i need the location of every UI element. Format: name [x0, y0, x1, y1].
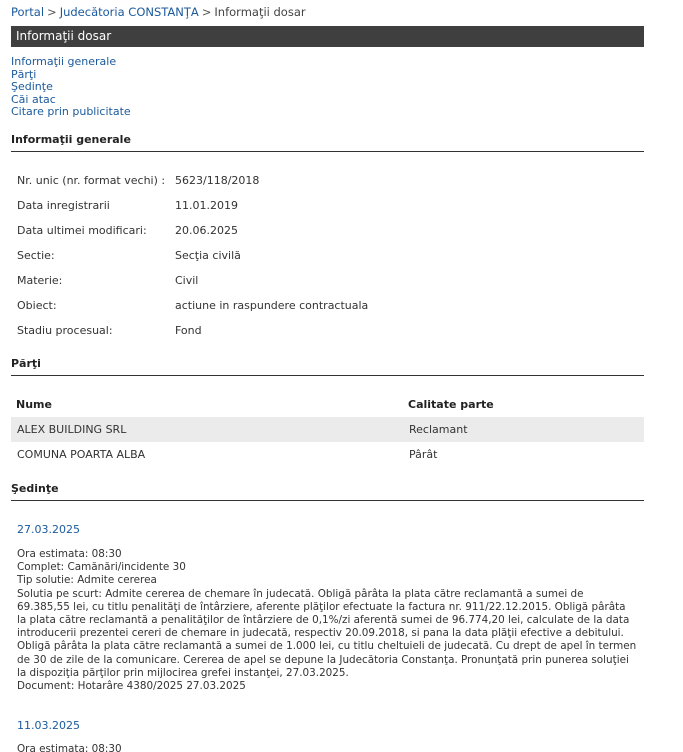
session-complet: Complet: Camănări/incidente 30	[17, 561, 186, 574]
info-label: Data inregistrarii	[17, 199, 110, 212]
page-title: Informaţii dosar	[11, 26, 644, 47]
info-value: actiune in raspundere contractuala	[175, 299, 369, 312]
session-time: Ora estimata: 08:30	[17, 548, 122, 560]
session-date: 27.03.2025	[17, 523, 80, 536]
table-row	[11, 417, 644, 442]
section-heading-sedinte: Şedinţe	[11, 482, 644, 501]
breadcrumb-current: Informaţii dosar	[214, 5, 306, 19]
table-row	[11, 442, 644, 467]
info-label: Nr. unic (nr. format vechi) :	[17, 174, 166, 187]
info-value: 5623/118/2018	[175, 174, 260, 187]
breadcrumb-separator: >	[47, 5, 57, 19]
session-time: Ora estimata: 08:30	[17, 743, 122, 752]
session-details	[17, 548, 637, 693]
session-details	[17, 743, 637, 752]
info-label: Stadiu procesual:	[17, 324, 113, 337]
info-value: Civil	[175, 274, 199, 287]
column-header-calitate: Calitate parte	[408, 398, 494, 411]
party-role: Reclamant	[409, 423, 468, 436]
info-label: Materie:	[17, 274, 63, 287]
breadcrumb-separator: >	[201, 5, 212, 19]
session-document: Document: Hotarâre 4380/2025 27.03.2025	[17, 680, 246, 693]
toc-link-sedinte[interactable]: Şedinţe	[11, 80, 53, 94]
info-value: Secţia civilă	[175, 249, 241, 262]
table-of-contents	[11, 56, 131, 119]
breadcrumb-court-link[interactable]: Judecătoria CONSTANŢA	[59, 5, 199, 19]
info-value: 11.01.2019	[175, 199, 238, 212]
toc-link-citare-publicitate[interactable]: Citare prin publicitate	[11, 105, 131, 119]
party-name: COMUNA POARTA ALBA	[17, 448, 146, 461]
session-solution-summary: Solutia pe scurt: Admite cererea de chemare în judecată. Obligă pârâta la plata către reclamantă a sumei de 69.385,55 lei, cu titlu penalităţi de întârziere, aferente plăţilor efectuate la factura nr. 911/22.12.2015. Obligă pârâta la plata către reclamantă a penalităţilor de întârziere de 0,1%/zi aferentă sumei de 96.774,20 lei, calculate de la data introducerii prezentei cereri de chemare in judecată, respectiv 20.09.2018, si pana la data plăţii efective a debitului. Obligă pârâta la plata către reclamantă a sumei de 1.000 lei, cu titlu cheltuieli de judecată. Cu drept de apel în termen de 30 de zile de la comunicare. Cererea de apel se depune la Judecătoria Constanţa. Pronunţată prin punerea soluţiei la dispoziţia părţilor prin mijlocirea grefei instanţei, 27.03.2025.	[17, 587, 637, 679]
info-value: 20.06.2025	[175, 224, 238, 237]
info-value: Fond	[175, 324, 202, 337]
parties-table-header	[11, 393, 644, 415]
party-role: Pârât	[409, 448, 438, 461]
toc-link-cai-atac[interactable]: Căi atac	[11, 92, 56, 106]
session-solution-type: Tip solutie: Admite cererea	[17, 574, 157, 587]
section-heading-general: Informaţii generale	[11, 133, 644, 152]
toc-link-parti[interactable]: Părţi	[11, 67, 37, 81]
info-label: Obiect:	[17, 299, 57, 312]
party-name: ALEX BUILDING SRL	[17, 423, 127, 436]
toc-link-informatii-generale[interactable]: Informaţii generale	[11, 55, 117, 68]
session-date: 11.03.2025	[17, 719, 80, 732]
info-label: Sectie:	[17, 249, 55, 262]
section-heading-parti: Părţi	[11, 357, 644, 376]
column-header-nume: Nume	[16, 398, 52, 411]
breadcrumb-portal-link[interactable]: Portal	[11, 5, 45, 19]
info-label: Data ultimei modificari:	[17, 224, 147, 237]
breadcrumb	[11, 5, 306, 19]
